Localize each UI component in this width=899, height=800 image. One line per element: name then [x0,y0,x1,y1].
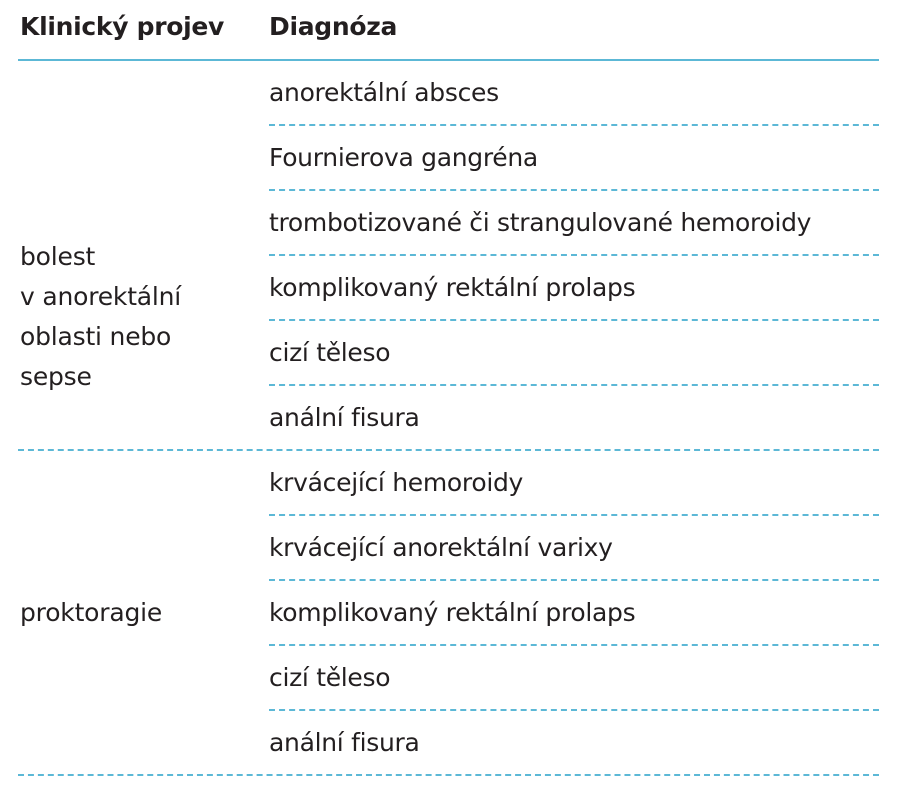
column-header-clinical-sign: Klinický projev [20,12,225,41]
diagnosis-item: komplikovaný rektální prolaps [269,581,879,646]
diagnosis-item: trombotizované či strangulované hemoroidy [269,191,879,256]
table-header [18,0,879,61]
diagnosis-item: cizí těleso [269,321,879,386]
table-group-pain [18,61,879,451]
clinical-sign-line: bolest [20,242,96,271]
diagnosis-item: anální fisura [269,728,420,757]
clinical-sign-cell [20,237,250,397]
diagnosis-item: krvácející hemoroidy [269,451,879,516]
clinical-sign-line: proktoragie [20,598,163,627]
diagnosis-list [269,451,879,774]
clinical-sign-line: sepse [20,362,92,391]
diagnosis-item: komplikovaný rektální prolaps [269,256,879,321]
diagnosis-list [269,61,879,449]
diagnosis-table [18,0,879,776]
table-group-bleeding [18,451,879,776]
diagnosis-item: cizí těleso [269,646,879,711]
clinical-sign-line: v anorektální [20,282,182,311]
diagnosis-item: Fournierova gangréna [269,126,879,191]
column-header-diagnosis: Diagnóza [269,12,398,41]
clinical-sign-line: oblasti nebo [20,322,172,351]
clinical-sign-cell [20,593,250,633]
diagnosis-item: anorektální absces [269,61,879,126]
diagnosis-item: krvácející anorektální varixy [269,516,879,581]
diagnosis-item: anální fisura [269,403,420,432]
